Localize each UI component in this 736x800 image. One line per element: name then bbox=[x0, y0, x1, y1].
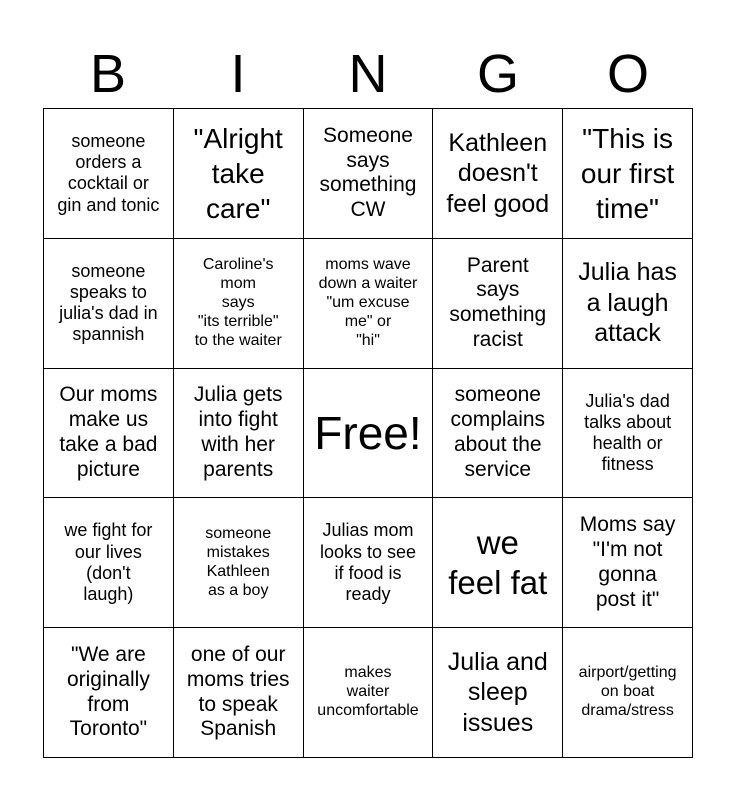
bingo-board bbox=[43, 108, 693, 758]
bingo-cell-text: one of our moms tries to speak Spanish bbox=[186, 643, 290, 741]
bingo-cell-text: Julia and sleep issues bbox=[447, 647, 548, 737]
bingo-cell-text: Someone says something CW bbox=[319, 123, 417, 222]
header-letter-g: G bbox=[476, 44, 519, 104]
bingo-cell-text: we fight for our lives (don't laugh) bbox=[64, 520, 153, 605]
bingo-cell-text: makes waiter uncomfortable bbox=[317, 664, 419, 720]
bingo-cell-text: Julia has a laugh attack bbox=[578, 258, 677, 348]
bingo-cell-r3c4[interactable] bbox=[433, 369, 563, 499]
bingo-cell-r3c2[interactable] bbox=[174, 369, 304, 499]
bingo-cell-r1c2[interactable] bbox=[174, 109, 304, 239]
header-letter-b: B bbox=[89, 44, 127, 104]
bingo-cell-free[interactable] bbox=[304, 369, 434, 499]
bingo-cell-text: someone orders a cocktail or gin and tonic bbox=[57, 130, 160, 215]
bingo-cell-r5c4[interactable] bbox=[433, 628, 563, 758]
bingo-cell-r2c4[interactable] bbox=[433, 239, 563, 369]
bingo-cell-r2c3[interactable] bbox=[304, 239, 434, 369]
bingo-cell-text: Free! bbox=[314, 406, 422, 459]
bingo-cell-r4c3[interactable] bbox=[304, 498, 434, 628]
bingo-cell-text: "Alright take care" bbox=[193, 122, 283, 224]
header-letter-n: N bbox=[348, 44, 388, 104]
bingo-cell-text: airport/getting on boat drama/stress bbox=[578, 664, 677, 720]
bingo-cell-r4c5[interactable] bbox=[563, 498, 693, 628]
bingo-cell-text: Moms say "I'm not gonna post it" bbox=[579, 513, 676, 611]
header-letter-o: O bbox=[606, 44, 649, 104]
bingo-cell-text: Julia's dad talks about health or fitness bbox=[584, 390, 672, 475]
bingo-cell-text: "We are originally from Toronto" bbox=[66, 643, 150, 741]
bingo-cell-r1c5[interactable] bbox=[563, 109, 693, 239]
bingo-cell-text: Julias mom looks to see if food is ready bbox=[319, 520, 417, 605]
bingo-cell-text: "This is our first time" bbox=[580, 122, 675, 224]
bingo-cell-r4c1[interactable] bbox=[44, 498, 174, 628]
bingo-header bbox=[43, 42, 693, 106]
bingo-cell-r5c1[interactable] bbox=[44, 628, 174, 758]
bingo-cell-text: Julia gets into fight with her parents bbox=[193, 383, 283, 481]
bingo-cell-r1c3[interactable] bbox=[304, 109, 434, 239]
bingo-cell-text: Our moms make us take a bad picture bbox=[59, 383, 158, 481]
bingo-cell-text: Parent says something racist bbox=[449, 253, 547, 351]
bingo-cell-r3c1[interactable] bbox=[44, 369, 174, 499]
header-letter-i: I bbox=[230, 44, 246, 104]
bingo-cell-r4c2[interactable] bbox=[174, 498, 304, 628]
bingo-cell-r3c5[interactable] bbox=[563, 369, 693, 499]
bingo-cell-text: someone mistakes Kathleen as a boy bbox=[205, 525, 272, 599]
bingo-cell-text: someone speaks to julia's dad in spannish bbox=[59, 260, 158, 345]
bingo-cell-r1c1[interactable] bbox=[44, 109, 174, 239]
bingo-cell-text: we feel fat bbox=[448, 524, 548, 601]
bingo-cell-text: Caroline's mom says "its terrible" to the waiter bbox=[194, 256, 282, 349]
bingo-cell-r2c1[interactable] bbox=[44, 239, 174, 369]
bingo-cell-r5c5[interactable] bbox=[563, 628, 693, 758]
bingo-cell-text: someone complains about the service bbox=[450, 383, 546, 481]
bingo-cell-r2c2[interactable] bbox=[174, 239, 304, 369]
bingo-cell-r4c4[interactable] bbox=[433, 498, 563, 628]
bingo-cell-r1c4[interactable] bbox=[433, 109, 563, 239]
bingo-cell-r2c5[interactable] bbox=[563, 239, 693, 369]
bingo-cell-text: Kathleen doesn't feel good bbox=[446, 128, 550, 218]
bingo-cell-r5c3[interactable] bbox=[304, 628, 434, 758]
bingo-cell-text: moms wave down a waiter "um excuse me" or "hi" bbox=[318, 256, 418, 349]
bingo-cell-r5c2[interactable] bbox=[174, 628, 304, 758]
